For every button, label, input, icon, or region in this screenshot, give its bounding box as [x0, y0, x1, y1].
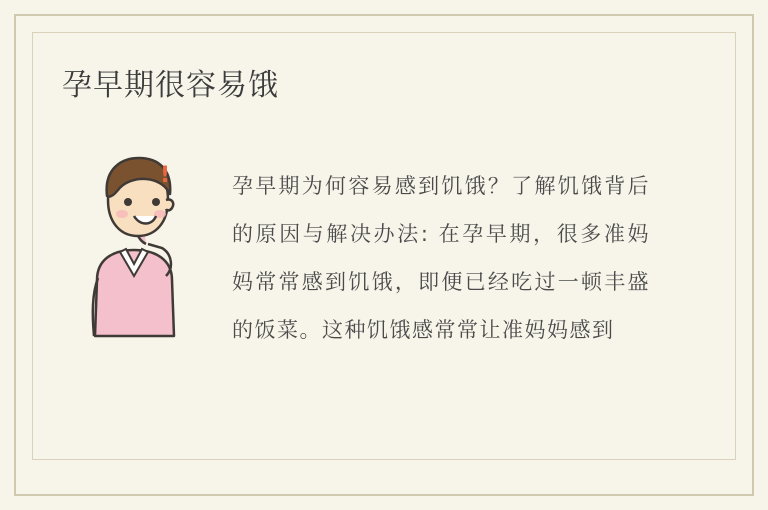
person-pointing-up-illustration — [62, 148, 212, 338]
exclamation-mark: ! — [160, 163, 171, 188]
article-body: 孕早期为何容易感到饥饿？了解饥饿背后的原因与解决办法: 在孕早期，很多准妈妈常常感到饥饿，即便已经吃过一顿丰盛的饭菜。这种饥饿感常常让准妈妈感到 — [232, 174, 650, 342]
page-title: 孕早期很容易饿 — [62, 68, 279, 103]
